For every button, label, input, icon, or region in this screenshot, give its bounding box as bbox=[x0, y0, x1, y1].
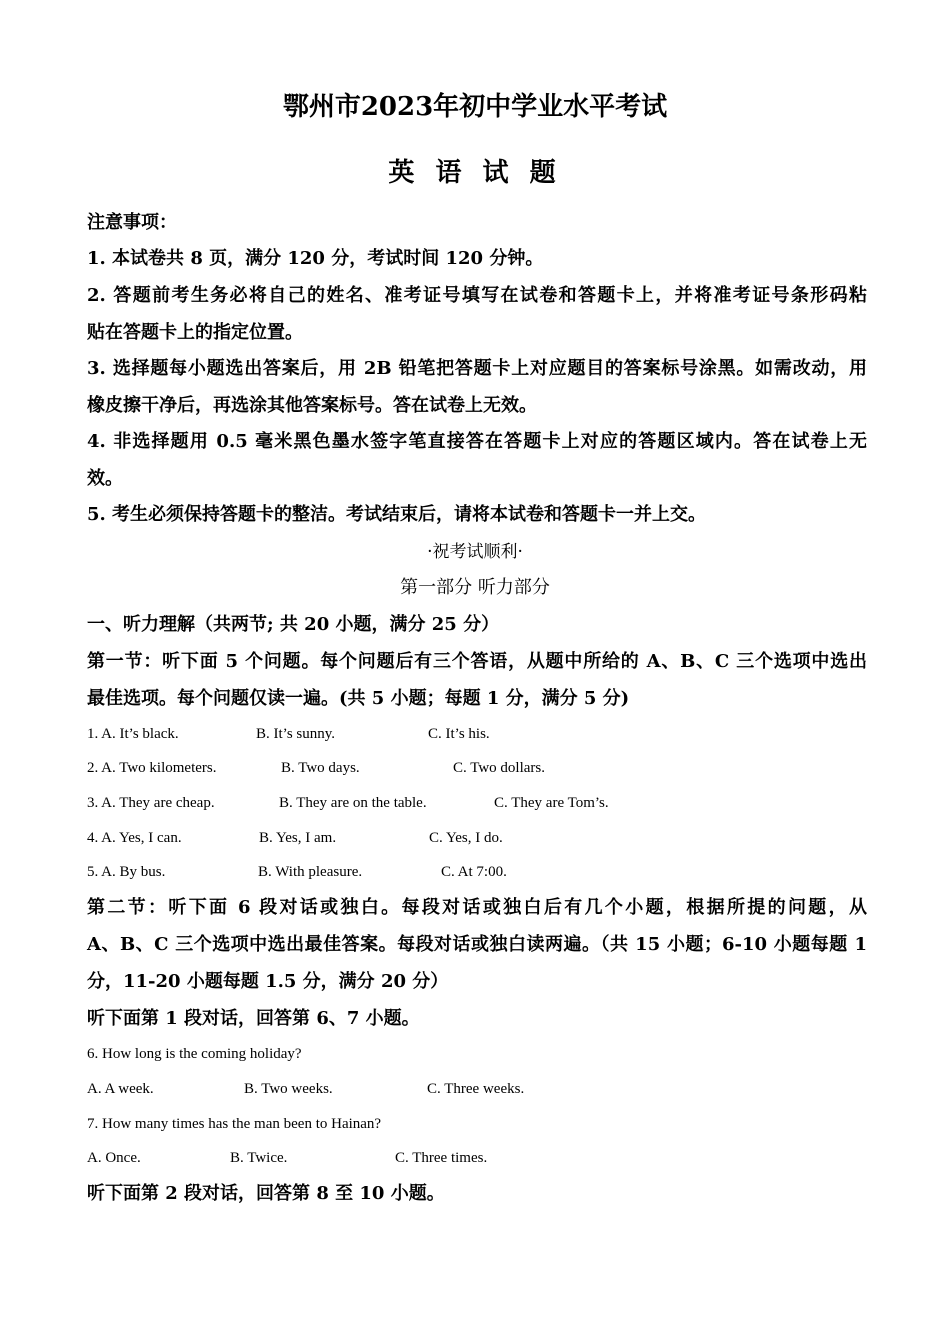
q5-option-b: B. With pleasure. bbox=[258, 864, 363, 880]
q5-option-c: C. At 7:00. bbox=[441, 864, 507, 880]
notice-line-3: 贴在答题卡上的指定位置。 bbox=[87, 322, 303, 343]
notice-line-6: 4. 非选择题用 0.5 毫米黑色墨水签字笔直接答在答题卡上对应的答题区域内。答在试卷上无 bbox=[87, 431, 867, 452]
q7-option-b: B. Twice. bbox=[230, 1150, 288, 1166]
q7-option-a: A. Once. bbox=[87, 1150, 141, 1166]
notice-line-4: 3. 选择题每小题选出答案后，用 2B 铅笔把答题卡上对应题目的答案标号涂黑。如需改动，用 bbox=[87, 358, 867, 379]
notice-line-8: 5. 考生必须保持答题卡的整洁。考试结束后，请将本试卷和答题卡一并上交。 bbox=[87, 504, 707, 525]
dialog2-heading: 听下面第 2 段对话，回答第 8 至 10 小题。 bbox=[87, 1183, 445, 1204]
q2-option-c: C. Two dollars. bbox=[453, 760, 546, 776]
q3-option-b: B. They are on the table. bbox=[279, 795, 427, 811]
q1-option-b: B. It’s sunny. bbox=[256, 726, 336, 742]
q4-option-a: 4. A. Yes, I can. bbox=[87, 830, 182, 846]
section-heading: 一、听力理解（共两节; 共 20 小题，满分 25 分） bbox=[87, 614, 500, 635]
q3-option-c: C. They are Tom’s. bbox=[494, 795, 609, 811]
q6-option-b: B. Two weeks. bbox=[244, 1081, 333, 1097]
notice-line-5: 橡皮擦干净后，再选涂其他答案标号。答在试卷上无效。 bbox=[87, 395, 537, 416]
q1-option-a: 1. A. It’s black. bbox=[87, 726, 179, 742]
notice-line-7: 效。 bbox=[87, 468, 123, 489]
notice-heading: 注意事项： bbox=[87, 212, 177, 233]
exam-title: 鄂州市2023年初中学业水平考试 bbox=[282, 92, 668, 122]
sec2-instr-2: A、B、C 三个选项中选出最佳答案。每段对话或独白读两遍。（共 15 小题；6-10 小题每题 1 bbox=[87, 934, 867, 955]
sec1-instr-1: 第一节：听下面 5 个问题。每个问题后有三个答语，从题中所给的 A、B、C 三个选项中选出 bbox=[87, 651, 867, 672]
wish-text: ·祝考试顺利· bbox=[427, 542, 523, 562]
q4-option-c: C. Yes, I do. bbox=[429, 830, 503, 846]
q1-option-c: C. It’s his. bbox=[428, 726, 490, 742]
q2-option-a: 2. A. Two kilometers. bbox=[87, 760, 217, 776]
q7-option-c: C. Three times. bbox=[395, 1150, 488, 1166]
sec2-instr-1: 第二节：听下面 6 段对话或独白。每段对话或独白后有几个小题，根据所提的问题，从 bbox=[87, 897, 867, 918]
notice-line-2: 2. 答题前考生务必将自己的姓名、准考证号填写在试卷和答题卡上，并将准考证号条形码粘 bbox=[87, 285, 867, 306]
q7-stem: 7. How many times has the man been to Hainan? bbox=[87, 1116, 382, 1132]
sec2-instr-3: 分，11-20 小题每题 1.5 分，满分 20 分） bbox=[87, 971, 449, 992]
part1-title: 第一部分 听力部分 bbox=[400, 577, 550, 598]
q2-option-b: B. Two days. bbox=[281, 760, 360, 776]
exam-subtitle: 英 语 试 题 bbox=[388, 158, 562, 188]
q6-option-c: C. Three weeks. bbox=[427, 1081, 525, 1097]
q4-option-b: B. Yes, I am. bbox=[259, 830, 337, 846]
q6-stem: 6. How long is the coming holiday? bbox=[87, 1046, 302, 1062]
q5-option-a: 5. A. By bus. bbox=[87, 864, 166, 880]
q3-option-a: 3. A. They are cheap. bbox=[87, 795, 215, 811]
dialog1-heading: 听下面第 1 段对话，回答第 6、7 小题。 bbox=[87, 1008, 420, 1029]
sec1-instr-2: 最佳选项。每个问题仅读一遍。(共 5 小题；每题 1 分，满分 5 分) bbox=[87, 688, 630, 709]
q6-option-a: A. A week. bbox=[87, 1081, 154, 1097]
notice-line-1: 1. 本试卷共 8 页，满分 120 分，考试时间 120 分钟。 bbox=[87, 248, 544, 269]
